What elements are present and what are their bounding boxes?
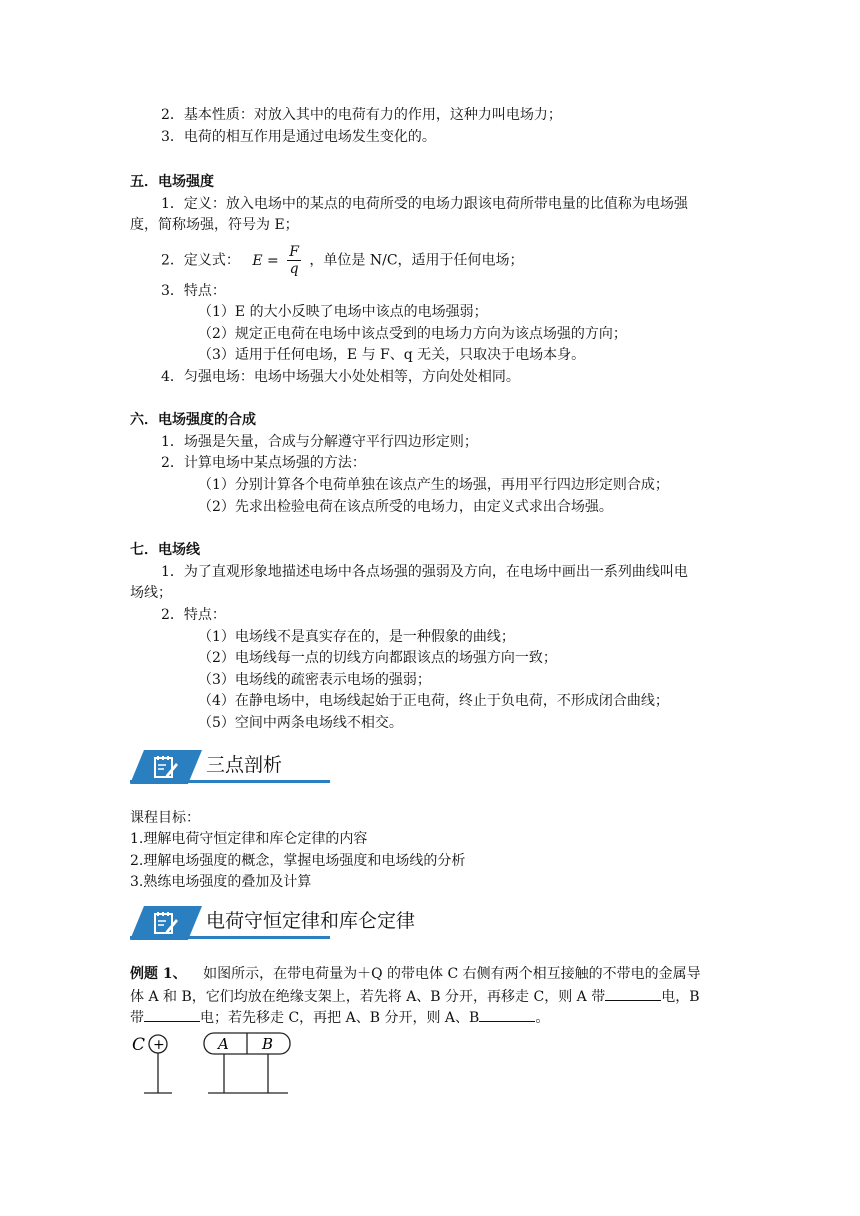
s5-formula-line [161, 244, 524, 277]
banner-title: 三点剖析 [206, 754, 283, 776]
s7-point-1-line-1: 1．为了直观形象地描述电场中各点场强的强弱及方向，在电场中画出一系列曲线叫电 [161, 564, 688, 580]
formula-prefix: 2．定义式： [161, 252, 240, 269]
answer-blank-3[interactable] [479, 1007, 535, 1022]
banner-tab [130, 906, 202, 940]
goal-1: 1.理解电荷守恒定律和库仑定律的内容 [130, 831, 368, 847]
s6-point-1: 1．场强是矢量，合成与分解遵守平行四边形定则； [161, 434, 478, 450]
notepad-pencil-icon [152, 754, 180, 780]
property-line-3: 3．电荷的相互作用是通过电场发生变化的。 [161, 129, 436, 145]
s5-definition-line-1: 1．定义：放入电场中的某点的电荷所受的电场力跟该电荷所带电量的比值称为电场强 [161, 196, 688, 212]
example-label: 例题 1、 [130, 966, 187, 982]
formula-denominator: q [289, 261, 299, 277]
example-text-3b: 电；若先移走 C，再把 A、B 分开，则 A、B [200, 1010, 480, 1026]
answer-blank-1[interactable] [605, 986, 661, 1001]
example-text-2a: 体 A 和 B，它们均放在绝缘支架上，若先将 A、B 分开，再移走 C，则 A 带 [130, 989, 606, 1005]
example-text-2b: 电，B [661, 989, 700, 1005]
example-text-1: 如图所示，在带电荷量为＋Q 的带电体 C 右侧有两个相互接触的不带电的金属导 [203, 966, 701, 982]
s7-char-3: （3）电场线的疏密表示电场的强弱； [198, 672, 431, 688]
s5-feature-2: （2）规定正电荷在电场中该点受到的电场力方向为该点场强的方向； [198, 326, 627, 342]
s7-char-4: （4）在静电场中，电场线起始于正电荷，终止于负电荷，不形成闭合曲线； [198, 693, 669, 709]
example-text-3c: 。 [535, 1010, 550, 1026]
formula-fraction [287, 244, 301, 277]
example-1-line-2 [130, 986, 700, 1007]
s7-point-2: 2．特点： [161, 607, 226, 623]
goal-2: 2.理解电场强度的概念，掌握电场强度和电场线的分析 [130, 853, 466, 869]
figure-label-a: A [218, 1035, 229, 1053]
s7-char-2: （2）电场线每一点的切线方向都跟该点的场强方向一致； [198, 650, 557, 666]
formula-suffix: ，单位是 N/C，适用于任何电场； [309, 252, 524, 269]
section-banner-laws [130, 902, 416, 942]
section-5-heading: 五．电场强度 [130, 174, 214, 190]
s6-method-2: （2）先求出检验电荷在该点所受的电场力，由定义式求出合场强。 [198, 499, 613, 515]
s6-method-1: （1）分别计算各个电荷单独在该点产生的场强，再用平行四边形定则合成； [198, 477, 669, 493]
s7-char-5: （5）空间中两条电场线不相交。 [198, 715, 403, 731]
section-6-heading: 六．电场强度的合成 [130, 412, 256, 428]
s5-feature-1: （1）E 的大小反映了电场中该点的电场强弱； [198, 304, 488, 320]
formula-numerator: F [289, 244, 299, 260]
banner-title: 电荷守恒定律和库仑定律 [206, 910, 416, 932]
banner-tab [130, 750, 202, 784]
formula-lhs: E = [252, 252, 279, 269]
goal-3: 3.熟练电场强度的叠加及计算 [130, 874, 312, 890]
s7-point-1-line-2: 场线； [130, 585, 172, 601]
s5-uniform-field: 4．匀强电场：电场中场强大小处处相等，方向处处相同。 [161, 369, 520, 385]
property-line-2: 2．基本性质：对放入其中的电荷有力的作用，这种力叫电场力； [161, 107, 562, 123]
figure-label-b: B [262, 1035, 274, 1053]
section-banner-analysis [130, 746, 330, 786]
example-1-line-1 [130, 964, 701, 984]
s6-point-2: 2．计算电场中某点场强的方法： [161, 455, 366, 471]
example-text-3a: 带 [130, 1010, 144, 1026]
example-figure [128, 1030, 298, 1100]
figure-plus-sign: + [153, 1037, 165, 1053]
answer-blank-2[interactable] [144, 1007, 200, 1022]
goals-title: 课程目标： [130, 810, 200, 826]
example-1-line-3 [130, 1007, 549, 1028]
figure-label-c: C [132, 1035, 146, 1055]
s5-features-label: 3．特点： [161, 283, 226, 299]
s5-feature-3: （3）适用于任何电场，E 与 F、q 无关，只取决于电场本身。 [198, 347, 586, 363]
notepad-pencil-icon [152, 910, 180, 936]
s5-definition-line-2: 度，简称场强，符号为 E； [130, 217, 299, 233]
section-7-heading: 七．电场线 [130, 542, 200, 558]
s7-char-1: （1）电场线不是真实存在的，是一种假象的曲线； [198, 629, 515, 645]
